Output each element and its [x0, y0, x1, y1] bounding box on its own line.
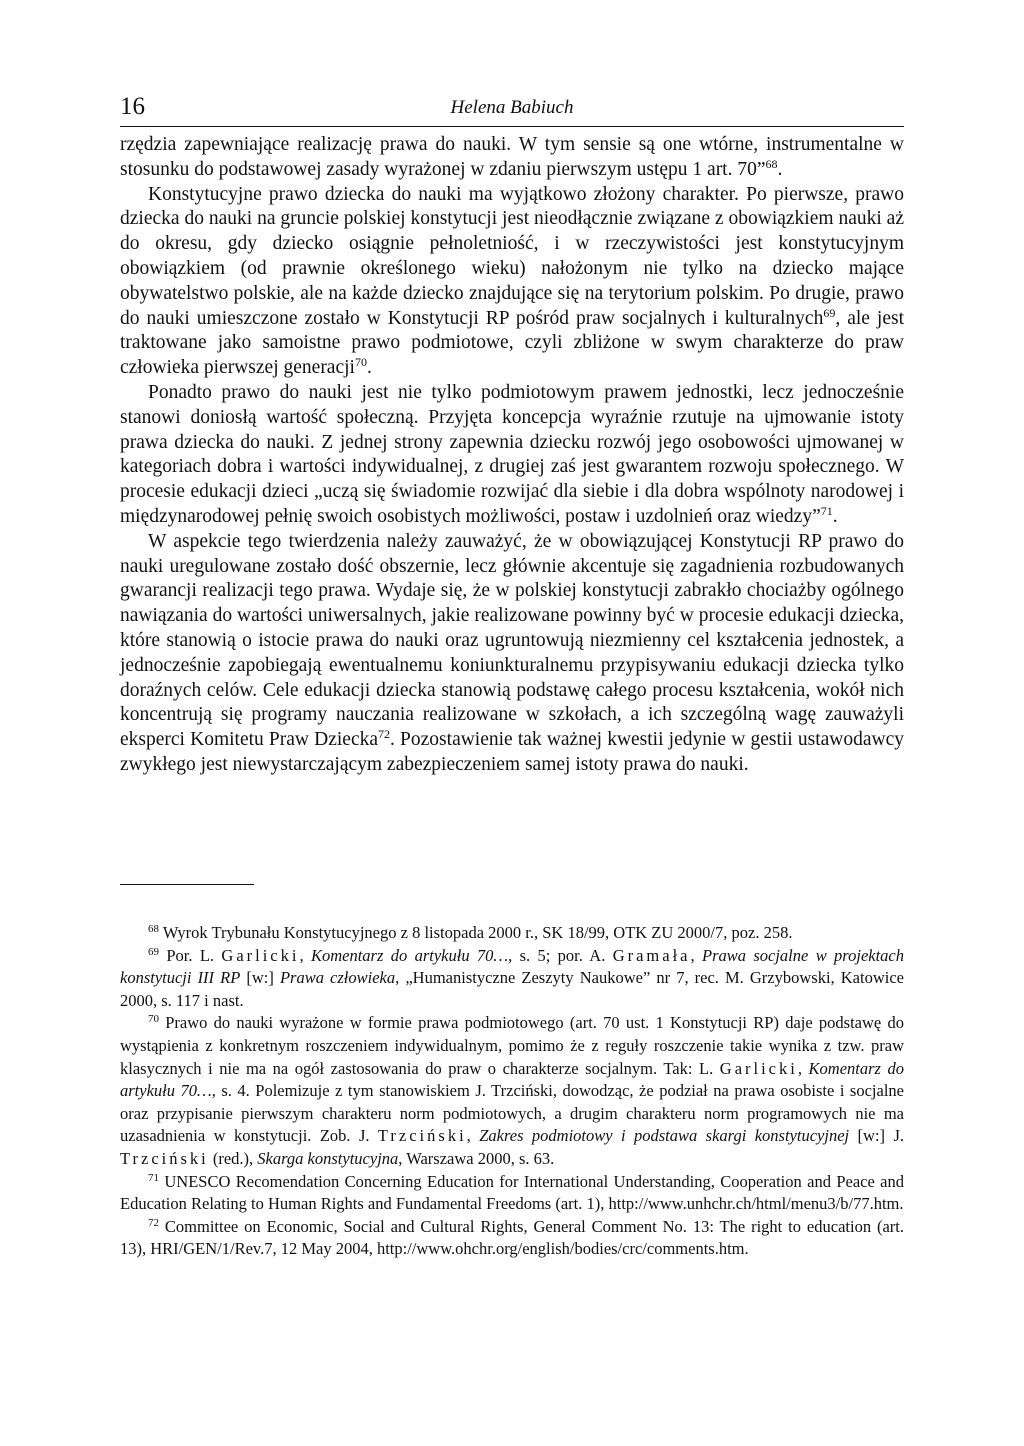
running-head-author: Helena Babiuch [450, 97, 574, 118]
page-header [120, 92, 904, 126]
paragraph-4-text-b: . Pozostawienie tak ważnej kwestii jedynie w gestii ustawodawcy zwykłego jest niewystarczającym zabezpieczeniem samej istoty prawa do nauki. [120, 729, 904, 775]
paragraph-3 [120, 381, 904, 530]
paragraph-2 [120, 183, 904, 381]
work-title: Komentarz do artykułu 70… [310, 945, 509, 965]
paragraph-1-text: rzędzia zapewniające realizację prawa do nauki. W tym sensie są one wtórne, instrumentalne w stosunku do podstawowej zasady wyrażonej w zdaniu pierwszym ustępu 1 art. 70” [120, 134, 904, 180]
footnote-text: , [466, 1126, 480, 1146]
work-title: Prawa człowieka [279, 968, 396, 988]
footnote-separator [120, 884, 254, 885]
work-title: Skarga konstytucyjna [257, 1148, 399, 1168]
paragraph-1 [120, 133, 904, 183]
footnote-ref-68[interactable]: 68 [765, 156, 778, 171]
footnote-number: 72 [148, 1216, 159, 1229]
footnote-text: , [690, 945, 702, 965]
paragraph-2-text-a: Konstytucyjne prawo dziecka do nauki ma wyjątkowo złożony charakter. Po pierwsze, prawo dziecka do nauki na gruncie polskiej konstytucji jest nieodłącznie związane z obowiązkiem nauki aż do okresu, gdy dziecko osiągnie pełnoletniość, i w rzeczywistości jest konstytucyjnym obowiązkiem (od prawnie określonego wieku) nałożonym nie tylko na dziecko mające obywatelstwo polskie, ale na każde dziecko znajdujące się na terytorium polskim. Po drugie, prawo do nauki umieszczone zostało w Konstytucji RP pośród praw socjalnych i kulturalnych [120, 183, 904, 329]
footnote-71 [120, 1171, 904, 1216]
paragraph-3-text: Ponadto prawo do nauki jest nie tylko podmiotowym prawem jednostki, lecz jednocześnie stanowi doniosłą wartość społeczną. Przyjęta koncepcja wyraźnie rzutuje na ujmowanie istoty prawa dziecka do nauki. Z jednej strony zapewnia dziecku rozwój jego osobowości ujmowanej w kategoriach dobra i wartości indywidualnej, z drugiej zaś jest gwarantem rozwoju społecznego. W procesie edukacji dzieci „uczą się świadomie rozwijać dla siebie i dla dobra wspólnoty narodowej i międzynarodowej pełnię swoich osobistych możliwości, postaw i uzdolnień oraz wiedzy” [120, 381, 904, 527]
footnote-text: , s. 5; por. A. [508, 945, 613, 965]
footnote-number: 69 [148, 945, 159, 958]
footnote-72 [120, 1216, 904, 1261]
footnote-text: Wyrok Trybunału Konstytucyjnego z 8 listopada 2000 r., SK 18/99, OTK ZU 2000/7, poz. 258. [159, 923, 793, 942]
author-name: Trzciński [377, 1126, 467, 1146]
footnote-text: , [299, 945, 311, 965]
footnote-number: 70 [148, 1013, 159, 1026]
paragraph-1-end: . [777, 158, 783, 180]
footnote-ref-70[interactable]: 70 [354, 355, 367, 370]
author-name: Garlicki [221, 945, 300, 965]
footnote-69 [120, 945, 904, 1013]
page-number: 16 [120, 93, 145, 120]
footnote-text: , „Humanistyczne Zeszyty Naukowe” nr 7, rec. M. Grzybowski, Katowice 2000, s. 117 i nast. [120, 968, 904, 1010]
footnote-68 [120, 922, 904, 945]
footnote-ref-71[interactable]: 71 [820, 503, 833, 518]
paragraph-3-end: . [832, 505, 838, 527]
footnote-70 [120, 1012, 904, 1170]
author-name: Gramała [612, 945, 691, 965]
footnote-text: , [797, 1058, 809, 1078]
footnote-text: [w:] [240, 968, 280, 988]
header-rule [120, 126, 904, 127]
author-name: Trzciński [120, 1148, 209, 1168]
paragraph-2-end: . [366, 357, 372, 379]
footnote-text: , Warszawa 2000, s. 63. [398, 1148, 555, 1168]
footnote-text: Prawo do nauki wyrażone w formie prawa podmiotowego (art. 70 ust. 1 Konstytucji RP) daje podstawę do wystąpienia z konkretnym roszczeniem indywidualnym, pomimo że z reguły roszczenie takie wynika z tzw. praw klasycznych i nie ma na ogół zastosowania do praw o charakterze socjalnym. Tak: L. [120, 1013, 904, 1078]
footnote-text: [w:] J. [849, 1126, 904, 1146]
work-title: Komentarz do artykułu 70… [120, 1058, 905, 1101]
footnote-text: Por. L. [159, 945, 222, 965]
paragraph-2-text-b: , ale jest traktowane jako samoistne prawo podmiotowe, czyli zbliżone w swym charakterze do praw człowieka pierwszej generacji [120, 307, 904, 379]
work-title: Prawa socjalne w projektach konstytucji III RP [120, 945, 904, 988]
author-name: Garlicki [719, 1058, 798, 1078]
paragraph-4 [120, 530, 904, 778]
footnote-ref-72[interactable]: 72 [378, 727, 391, 742]
footnote-text: UNESCO Recomendation Concerning Education for International Understanding, Cooperation and Peace and Education Relating to Human Rights and Fundamental Freedoms (art. 1), http://www.unhchr.ch/html/menu3/b/77.htm. [120, 1171, 904, 1214]
footnote-number: 71 [148, 1171, 159, 1184]
work-title: Zakres podmiotowy i podstawa skargi konstytucyjnej [479, 1126, 850, 1146]
footnote-number: 68 [148, 923, 159, 935]
footnote-text: (red.), [208, 1148, 258, 1168]
body-text [120, 133, 904, 778]
footnote-ref-69[interactable]: 69 [823, 305, 836, 320]
paragraph-4-text-a: W aspekcie tego twierdzenia należy zauważyć, że w obowiązującej Konstytucji RP prawo do nauki uregulowane zostało dość obszernie, lecz głównie akcentuje się zagadnienia rozbudowanych gwarancji realizacji tego prawa. Wydaje się, że w polskiej konstytucji zabrakło chociażby ogólnego nawiązania do wartości uniwersalnych, jakie realizowane powinny być w procesie edukacji dziecka, które stanowią o istocie prawa do nauki oraz ugruntowują niezmienny cel kształcenia jednostek, a jednocześnie zapobiegają ewentualnemu koniunkturalnemu przypisywaniu edukacji dziecka tylko doraźnych celów. Cele edukacji dziecka stanowią podstawę całego procesu kształcenia, wokół nich koncentrują się programy nauczania realizowane w szkołach, a ich szczególną wagę zauważyli eksperci Komitetu Praw Dziecka [120, 530, 904, 751]
footnote-text: , s. 4. Polemizuje z tym stanowiskiem J. Trzciński, dowodząc, że podział na prawa osobiste i socjalne oraz przypisanie pierwszym charakteru norm podmiotowych, a drugim charakteru norm programowych nie ma uzasadnienia w konstytucji. Zob. J. [120, 1081, 904, 1146]
footnote-text: Committee on Economic, Social and Cultural Rights, General Comment No. 13: The right to education (art. 13), HRI/GEN/1/Rev.7, 12 May 2004, http://www.ohchr.org/english/bodies/crc/comments.htm. [120, 1216, 904, 1259]
footnotes [120, 922, 904, 1261]
